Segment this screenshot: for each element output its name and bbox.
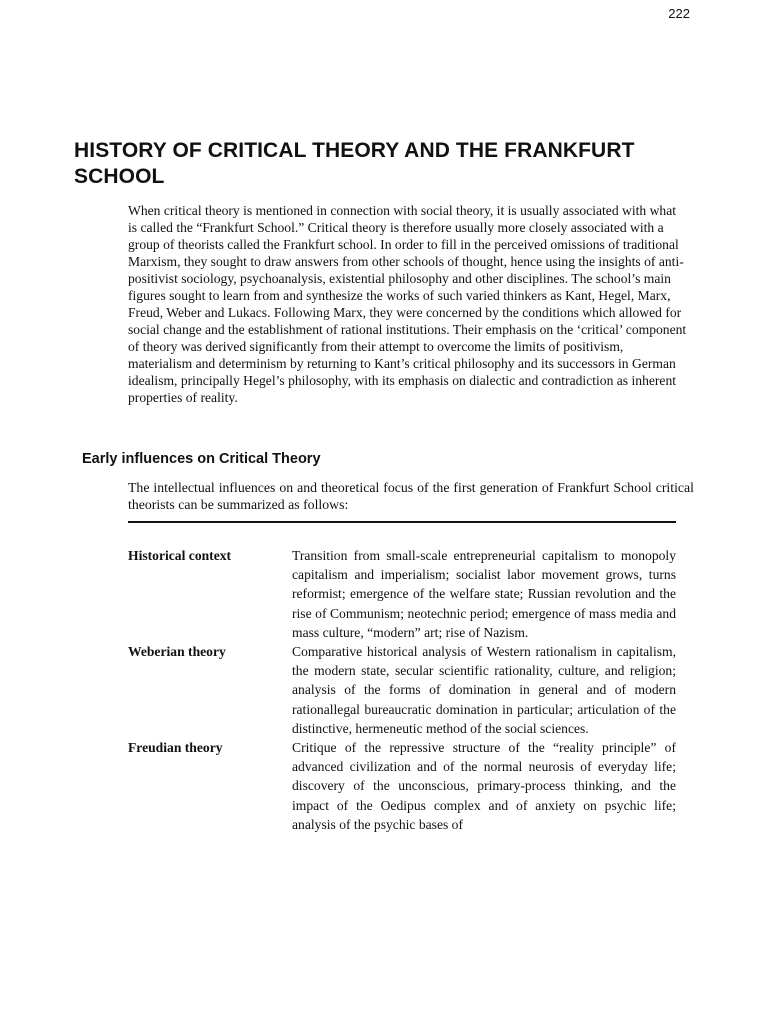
- influence-description: Critique of the repressive structure of the “reality principle” of advanced civilization and of the normal neurosis of everyday life; discovery of the unconscious, primary-process thinking, and the impact of the Oedipus complex and of anxiety on psychic life; analysis of the psychic bases of: [292, 740, 676, 832]
- influence-description: Comparative historical analysis of Western rationalism in capitalism, the modern state, secular scientific rationality, culture, and religion; analysis of the forms of domination in general and of modern rationallegal bureaucratic domination in particular; articulation of the distinctive, hermeneutic method of the social sciences.: [292, 644, 676, 736]
- page-title: HISTORY OF CRITICAL THEORY AND THE FRANKFURT SCHOOL: [74, 139, 635, 188]
- influence-term: Weberian theory: [128, 644, 226, 660]
- influence-row-historical-context: [128, 546, 676, 642]
- influence-description: Transition from small-scale entrepreneurial capitalism to monopoly capitalism and imperialism; socialist labor movement grows, turns reformist; emergence of the welfare state; Russian revolution and the rise of Communism; neotechnic period; emergence of mass media and mass culture, “modern” art; rise of Nazism.: [292, 548, 676, 640]
- page-number: 222: [668, 6, 690, 21]
- influence-term: Freudian theory: [128, 740, 223, 756]
- influence-row-freudian-theory: [128, 738, 676, 834]
- intro-paragraph: When critical theory is mentioned in connection with social theory, it is usually associated with what is called the “Frankfurt School.” Critical theory is therefore usually more closely associated with a group of theorists called the Frankfurt school. In order to fill in the perceived omissions of traditional Marxism, they sought to draw answers from other schools of thought, hence using the insights of anti-positivist sociology, psychoanalysis, existential philosophy and other disciplines. The school’s main figures sought to learn from and synthesize the works of such varied thinkers as Kant, Hegel, Marx, Freud, Weber and Lukacs. Following Marx, they were concerned by the conditions which allowed for social change and the establishment of rational institutions. Their emphasis on the ‘critical’ component of theory was derived significantly from their attempt to overcome the limits of positivism, materialism and determinism by returning to Kant’s critical philosophy and its successors in German idealism, principally Hegel’s philosophy, with its emphasis on dialectic and contradiction as inherent properties of reality.: [128, 203, 687, 405]
- horizontal-rule: [128, 521, 676, 523]
- influence-term: Historical context: [128, 548, 232, 563]
- influence-row-weberian-theory: [128, 642, 676, 738]
- section-intro-paragraph: The intellectual influences on and theoretical focus of the first generation of Frankfurt School critical theorists can be summarized as follows:: [128, 480, 694, 512]
- section-heading: Early influences on Critical Theory: [82, 451, 321, 467]
- influences-list: [128, 546, 676, 876]
